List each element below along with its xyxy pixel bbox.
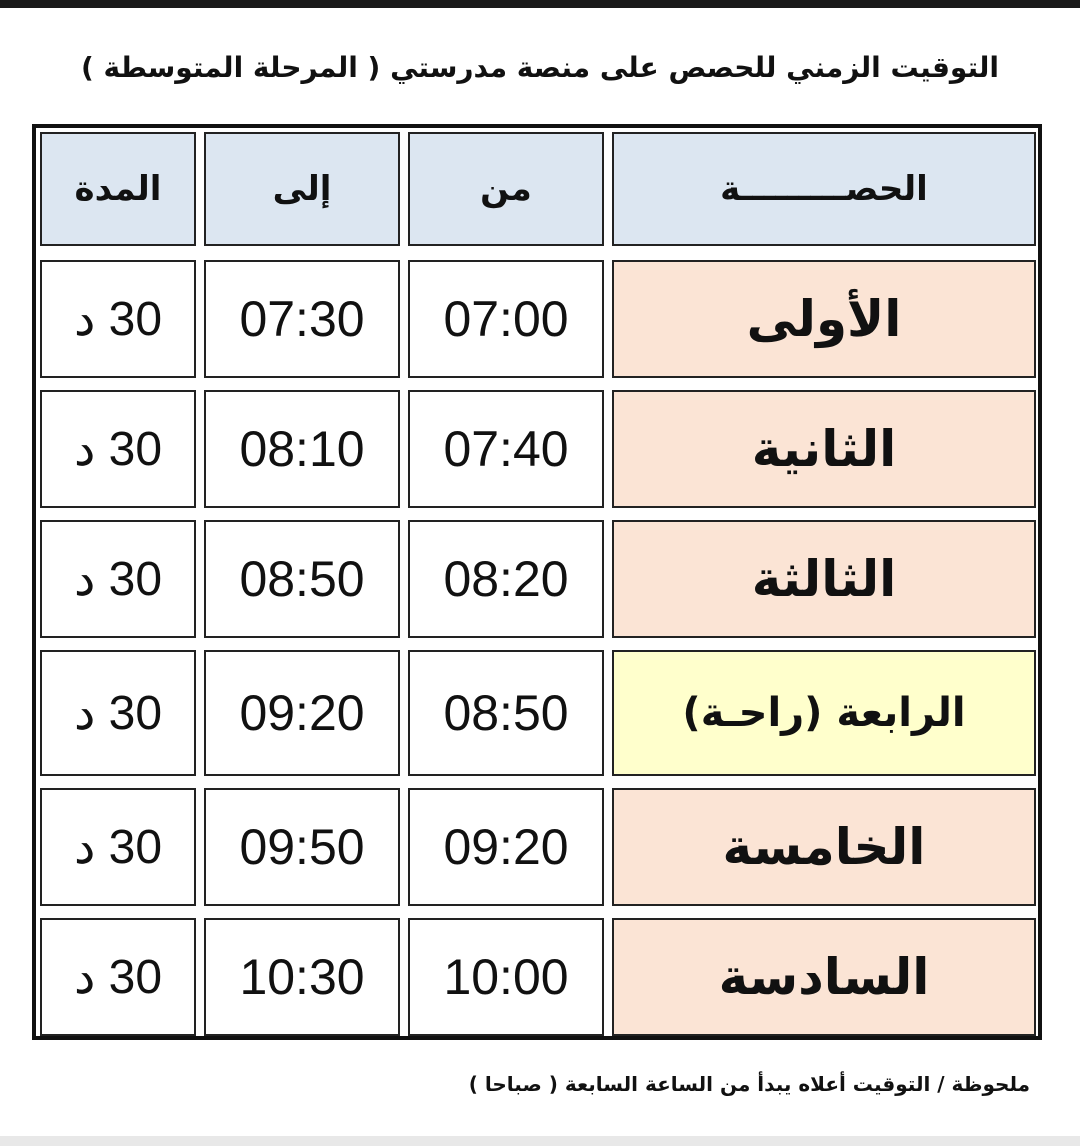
start-time-cell: 08:20 <box>408 520 604 638</box>
start-time-cell: 07:40 <box>408 390 604 508</box>
start-time-cell: 07:00 <box>408 260 604 378</box>
duration-cell: 30 د <box>40 788 196 906</box>
start-time-cell: 08:50 <box>408 650 604 776</box>
period-cell: الأولى <box>612 260 1036 378</box>
top-border-bar <box>0 0 1080 8</box>
header-duration: المدة <box>40 132 196 246</box>
end-time-cell: 07:30 <box>204 260 400 378</box>
schedule-table <box>32 124 1042 1040</box>
end-time-cell: 09:20 <box>204 650 400 776</box>
header-period: الحصـــــــــة <box>612 132 1036 246</box>
footnote: ملحوظة / التوقيت أعلاه يبدأ من الساعة السابعة ( صباحا ) <box>468 1072 1030 1096</box>
end-time-cell: 10:30 <box>204 918 400 1036</box>
start-time-cell: 09:20 <box>408 788 604 906</box>
end-time-cell: 08:50 <box>204 520 400 638</box>
period-cell: الخامسة <box>612 788 1036 906</box>
period-cell-rest: الرابعة (راحـة) <box>612 650 1036 776</box>
end-time-cell: 09:50 <box>204 788 400 906</box>
header-to: إلى <box>204 132 400 246</box>
period-cell: الثانية <box>612 390 1036 508</box>
duration-cell: 30 د <box>40 650 196 776</box>
period-cell: الثالثة <box>612 520 1036 638</box>
duration-cell: 30 د <box>40 260 196 378</box>
page-title: التوقيت الزمني للحصص على منصة مدرستي ( المرحلة المتوسطة ) <box>80 51 1000 84</box>
period-cell: السادسة <box>612 918 1036 1036</box>
duration-cell: 30 د <box>40 918 196 1036</box>
duration-cell: 30 د <box>40 390 196 508</box>
header-from: من <box>408 132 604 246</box>
bottom-strip <box>0 1136 1080 1146</box>
start-time-cell: 10:00 <box>408 918 604 1036</box>
duration-cell: 30 د <box>40 520 196 638</box>
end-time-cell: 08:10 <box>204 390 400 508</box>
